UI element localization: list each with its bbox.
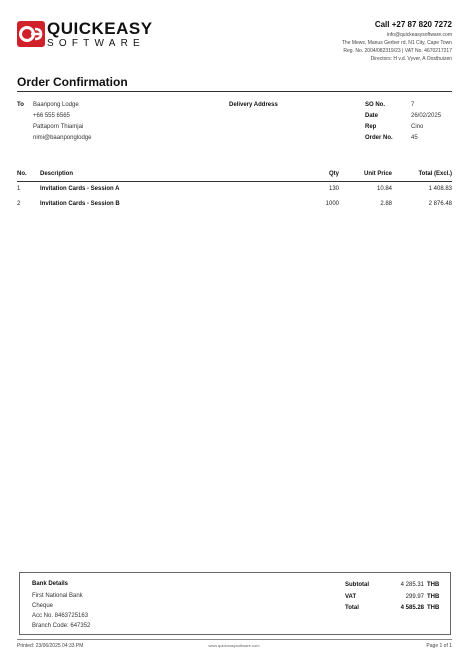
customer-email: nimi@baanponglodge [33,135,92,141]
row-qty: 1000 [325,201,339,207]
company-phone: Call +27 87 820 7272 [374,20,452,29]
customer-phone: +66 555 6565 [33,113,70,119]
customer-block [33,100,91,144]
page-title: Order Confirmation [17,75,128,89]
bank-name: First National Bank [32,593,83,599]
delivery-address-label: Delivery Address [229,102,278,108]
total-label: Total [345,605,359,611]
row-description: Invitation Cards - Session B [40,201,120,207]
col-header-no: No. [17,171,27,177]
col-header-qty: Qty [328,171,339,177]
order-number-label: Order No. [365,135,393,141]
bank-details-label: Bank Details [32,581,69,587]
date-label: Date [365,113,379,119]
company-address: The Mews, Manus Gerber rd, N1 City, Cape Town [341,40,452,47]
totals-values [401,580,424,615]
title-divider [17,91,452,92]
rep-value: Cino [411,124,424,130]
totals-labels [345,580,369,615]
order-meta-values [411,100,441,144]
row-number: 1 [17,186,21,192]
rep-label: Rep [365,124,377,130]
vat-value: 299.97 [405,593,424,600]
vat-label: VAT [345,593,357,600]
footer-divider [17,639,452,640]
subtotal-label: Subtotal [345,582,369,588]
row-unit-price: 2.88 [380,201,392,207]
total-value: 4 585.28 [400,605,424,611]
row-unit-price: 10.84 [376,186,392,192]
customer-contact: Pattaporn Thiamjai [33,124,84,130]
brand-name: QUICKEASY [47,19,153,38]
row-qty: 130 [328,186,339,192]
date-value: 26/02/2025 [411,113,442,119]
subtotal-currency: THB [427,582,440,588]
footer-website: www.quickeasysoftware.com [208,643,260,648]
bank-account-type: Cheque [32,602,54,609]
row-description: Invitation Cards - Session A [40,186,120,192]
bank-branch-code: Branch Code: 647352 [32,622,91,629]
order-meta-labels [365,100,393,144]
page-number: Page 1 of 1 [426,643,452,649]
quickeasy-logo-icon [17,21,45,47]
total-currency: THB [427,605,440,611]
table-header-divider [17,181,452,182]
bank-details [32,592,90,632]
company-directors: Directors: H v.d. Vyver, A Oosthuizen [370,56,452,63]
so-number-label: SO No. [365,102,386,108]
col-header-description: Description [40,171,74,177]
customer-name: Baanpong Lodge [33,102,79,108]
so-number-value: 7 [411,102,415,108]
brand-subname: SOFTWARE [47,38,145,49]
company-registration: Reg. No. 2004/082319/23 | VAT No. 4670217217 [343,48,452,55]
col-header-unit-price: Unit Price [363,171,392,177]
company-email: info@quickeasysoftware.com [386,32,452,38]
order-number-value: 45 [411,135,418,141]
totals-currency [427,580,439,615]
col-header-total: Total (Excl.) [418,171,452,177]
printed-timestamp: Printed: 23/06/2025 04:33 PM [17,643,84,649]
to-label: To [17,102,24,108]
bank-account-number: Acc No. 8463725163 [32,612,89,619]
vat-currency: THB [427,593,440,600]
subtotal-value: 4 285.31 [400,582,424,588]
row-number: 2 [17,201,21,207]
row-total: 1 408.83 [428,186,452,192]
row-total: 2 876.48 [428,201,452,207]
company-info [342,19,452,63]
